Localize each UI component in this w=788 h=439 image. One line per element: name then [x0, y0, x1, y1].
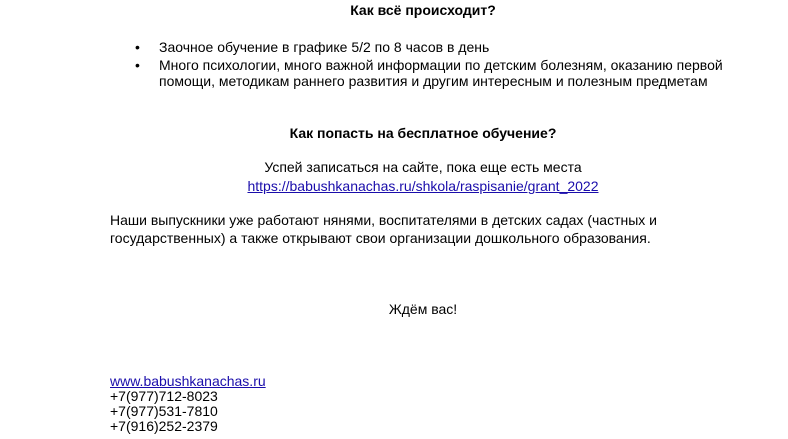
website-link[interactable]: www.babushkanachas.ru — [110, 373, 266, 389]
bullet-dot-icon: • — [135, 57, 140, 73]
features-list — [110, 39, 730, 91]
list-item-text: Много психологии, много важной информации по детским болезням, оказанию первой помощи, методикам раннего развития и другим интересным и полезным предметам — [159, 57, 723, 89]
signup-link[interactable]: https://babushkanachas.ru/shkola/raspisanie/grant_2022 — [247, 178, 599, 194]
section-heading-how-it-works: Как всё происходит? — [350, 2, 496, 18]
closing-text: Ждём вас! — [388, 301, 458, 317]
bullet-dot-icon: • — [135, 39, 140, 55]
contacts-block — [110, 374, 266, 434]
section-heading-free-education: Как попасть на бесплатное обучение? — [289, 125, 557, 141]
phone-number: +7(977)531-7810 — [110, 403, 218, 419]
phone-number: +7(977)712-8023 — [110, 388, 218, 404]
list-item-text: Заочное обучение в графике 5/2 по 8 часов в день — [159, 39, 490, 55]
signup-link-line — [0, 178, 788, 194]
graduates-paragraph: Наши выпускники уже работают нянями, воспитателями в детских садах (частных и государственных) а также открывают свои организации дошкольного образования. — [110, 212, 657, 246]
list-item — [110, 57, 730, 89]
signup-text: Успей записаться на сайте, пока еще есть места — [264, 159, 582, 175]
list-item — [110, 39, 730, 55]
phone-number: +7(916)252-2379 — [110, 418, 218, 434]
